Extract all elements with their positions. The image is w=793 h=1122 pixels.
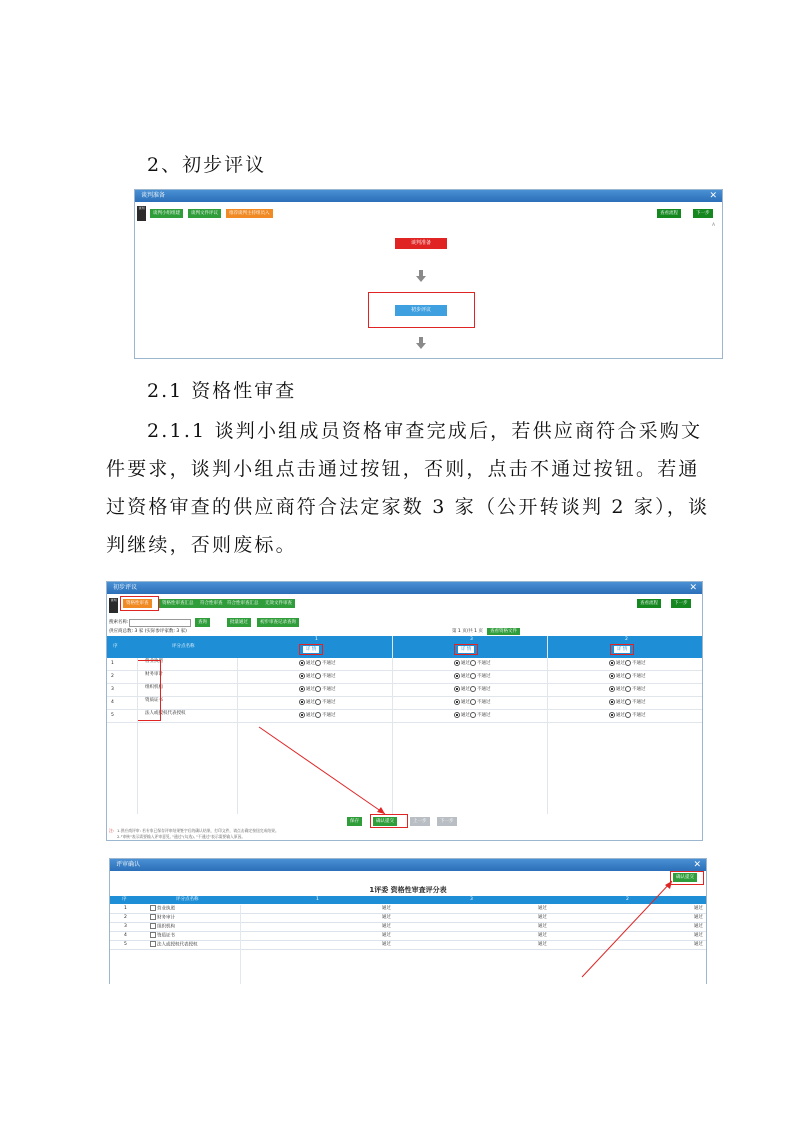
- flow-arrow-icon: [416, 337, 426, 349]
- result-cell: 通过: [694, 942, 703, 947]
- fail-radio[interactable]: 不通过: [625, 697, 646, 709]
- result-cell: 通过: [694, 933, 703, 938]
- note-label: 注:: [109, 828, 115, 833]
- table-row: [107, 710, 702, 723]
- score-table-title: 1评委 资格性审查评分表: [369, 886, 447, 894]
- row-index: 2: [124, 915, 127, 920]
- fail-radio[interactable]: 不通过: [625, 684, 646, 696]
- grid-line: [137, 658, 138, 814]
- window-titlebar: [110, 859, 706, 871]
- tab-recommend[interactable]: 推荐谈判主持组员入: [226, 209, 273, 218]
- result-cell: 通过: [382, 942, 391, 947]
- supplier-1-header: 1: [315, 637, 318, 642]
- pass-radio[interactable]: 通过: [609, 710, 625, 722]
- record-query-button[interactable]: 初步审查记录查询: [257, 618, 299, 627]
- pass-radio[interactable]: 通过: [299, 697, 315, 709]
- paragraph-line-2: 件要求，谈判小组点击通过按钮，否则，点击不通过按钮。若通: [106, 458, 700, 480]
- row-index: 4: [111, 700, 114, 705]
- pass-radio[interactable]: 通过: [299, 671, 315, 683]
- result-cell: 通过: [694, 924, 703, 929]
- page-info: 第 1 页/共 1 页: [452, 629, 483, 634]
- view-quali-files-button[interactable]: 查看资格文件: [487, 628, 520, 635]
- result-cell: 通过: [538, 933, 547, 938]
- supplier-count-info: 供应商总数: 3 家 (实际参评家数: 3 家): [109, 629, 187, 634]
- row-name: 营业执照: [145, 659, 163, 664]
- confirm-submit-button[interactable]: 确认提交: [373, 817, 397, 826]
- screenshot-negotiation-prep: [134, 189, 723, 359]
- result-cell: 通过: [538, 924, 547, 929]
- next-step-button[interactable]: 下一步: [693, 209, 713, 218]
- flow-arrow-icon: [416, 270, 426, 282]
- window-titlebar: [135, 190, 722, 202]
- note-line-1: 1.供应商评审: 若专家已保存评审结果签字后的确认结果，打印文件，请点击确定按钮完成结果。: [117, 828, 279, 833]
- screenshot-review-confirm: [109, 858, 707, 984]
- tab-qualification[interactable]: 资格性审查: [123, 599, 152, 608]
- close-icon[interactable]: ✕: [693, 860, 701, 870]
- result-cell: 通过: [694, 915, 703, 920]
- row-index: 2: [111, 674, 114, 679]
- paragraph-line-3: 过资格审查的供应商符合法定家数 3 家（公开转谈判 2 家），谈: [106, 496, 710, 518]
- row-name: 营业执照: [150, 905, 175, 914]
- grid-line: [240, 905, 241, 984]
- app-logo-icon: 谈判: [109, 598, 118, 613]
- paragraph-line-1: 2.1.1 谈判小组成员资格审查完成后，若供应商符合采购文: [147, 420, 703, 442]
- col-index-header: 序: [113, 644, 118, 649]
- row-index: 4: [124, 933, 127, 938]
- note-line-2: 2."审核"表示需要输入评审意见, "通过"(勾选), "不通过"表示需要输入原因。: [117, 834, 246, 839]
- search-label: 搜索名称:: [109, 620, 129, 625]
- row-index: 5: [111, 713, 114, 718]
- table-row: [107, 658, 702, 671]
- highlight-box: [137, 660, 161, 721]
- row-index: 3: [111, 687, 114, 692]
- close-icon[interactable]: ✕: [689, 583, 697, 593]
- batch-pass-button[interactable]: 批量通过: [227, 618, 251, 627]
- save-button[interactable]: 保存: [347, 817, 362, 826]
- col-index-header: 序: [122, 897, 127, 902]
- grid-line: [547, 636, 548, 814]
- result-cell: 通过: [538, 906, 547, 911]
- window-titlebar: [107, 582, 702, 594]
- supplier-3-header: 3: [470, 897, 473, 902]
- window-title: 评审确认: [116, 861, 141, 868]
- ad-mark: A: [712, 223, 716, 228]
- pass-radio[interactable]: 通过: [299, 684, 315, 696]
- pass-radio[interactable]: 通过: [454, 684, 470, 696]
- supplier-2-detail-button[interactable]: 详 情: [614, 646, 630, 653]
- pass-radio[interactable]: 通过: [454, 658, 470, 670]
- row-name: 财务审计: [145, 672, 163, 677]
- row-name: 资质证书: [150, 932, 175, 941]
- app-logo-icon: 谈判: [137, 206, 146, 221]
- tab-group-setup[interactable]: 谈判小组组建: [150, 209, 183, 218]
- confirm-submit-button[interactable]: 确认提交: [673, 873, 697, 882]
- result-cell: 通过: [538, 915, 547, 920]
- supplier-3-header: 3: [470, 637, 473, 642]
- row-name: 资质证书: [145, 698, 163, 703]
- table-row: [107, 671, 702, 684]
- pass-radio[interactable]: 通过: [454, 671, 470, 683]
- result-cell: 通过: [382, 933, 391, 938]
- row-index: 1: [111, 661, 114, 666]
- result-cell: 通过: [382, 924, 391, 929]
- window-title: 初步评议: [113, 584, 138, 591]
- pass-radio[interactable]: 通过: [609, 671, 625, 683]
- row-name: 财务审计: [150, 914, 175, 923]
- result-cell: 通过: [382, 915, 391, 920]
- fail-radio[interactable]: 不通过: [315, 684, 336, 696]
- next-step-bottom-button[interactable]: 下一步: [437, 817, 457, 826]
- tab-doc-review[interactable]: 谈判文件评议: [188, 209, 221, 218]
- fail-radio[interactable]: 不通过: [470, 684, 491, 696]
- pass-radio[interactable]: 通过: [609, 697, 625, 709]
- supplier-2-header: 2: [625, 637, 628, 642]
- next-step-button[interactable]: 下一步: [671, 599, 691, 608]
- fail-radio[interactable]: 不通过: [315, 710, 336, 722]
- fail-radio[interactable]: 不通过: [470, 658, 491, 670]
- fail-radio[interactable]: 不通过: [315, 671, 336, 683]
- grid-line: [237, 658, 238, 814]
- tab-invalid-docs[interactable]: 无效文件审查: [262, 599, 295, 608]
- result-cell: 通过: [694, 906, 703, 911]
- supplier-3-detail-button[interactable]: 详 情: [458, 646, 474, 653]
- tab-compliance[interactable]: 符合性审查: [197, 599, 226, 608]
- table-row: [107, 697, 702, 710]
- flow-step-prep[interactable]: 谈判准备: [395, 238, 447, 249]
- result-cell: 通过: [538, 942, 547, 947]
- tab-qualification-summary[interactable]: 资格性审查汇总: [159, 599, 197, 608]
- pass-radio[interactable]: 通过: [454, 697, 470, 709]
- row-index: 3: [124, 924, 127, 929]
- fail-radio[interactable]: 不通过: [470, 697, 491, 709]
- supplier-1-detail-button[interactable]: 详 情: [303, 646, 319, 653]
- table-row: [107, 684, 702, 697]
- col-name-header: 评分点名称: [176, 897, 199, 902]
- pass-radio[interactable]: 通过: [299, 710, 315, 722]
- paragraph-line-4: 判继续，否则废标。: [106, 534, 297, 556]
- close-icon[interactable]: ✕: [709, 191, 717, 201]
- fail-radio[interactable]: 不通过: [315, 658, 336, 670]
- view-flow-button[interactable]: 查看流程: [657, 209, 681, 218]
- result-cell: 通过: [382, 906, 391, 911]
- col-name-header: 评分点名称: [172, 644, 195, 649]
- pass-radio[interactable]: 通过: [454, 710, 470, 722]
- fail-radio[interactable]: 不通过: [470, 671, 491, 683]
- flow-step-initial-review[interactable]: 初步评议: [395, 305, 447, 316]
- supplier-2-header: 2: [626, 897, 629, 902]
- query-button[interactable]: 查询: [195, 618, 210, 627]
- row-name: 组织机构: [145, 685, 163, 690]
- annotation-arrow-icon: [580, 879, 680, 979]
- search-input[interactable]: [129, 619, 191, 627]
- prev-step-button[interactable]: 上一步: [410, 817, 430, 826]
- pass-radio[interactable]: 通过: [299, 658, 315, 670]
- section-heading-2: 2、初步评议: [147, 154, 267, 176]
- row-name: 法人或授权代表授权: [145, 711, 186, 716]
- tab-compliance-summary[interactable]: 符合性审查汇总: [224, 599, 262, 608]
- fail-radio[interactable]: 不通过: [470, 710, 491, 722]
- window-title: 谈判准备: [141, 192, 166, 199]
- view-flow-button[interactable]: 查看流程: [637, 599, 661, 608]
- supplier-1-header: 1: [316, 897, 319, 902]
- section-heading-2-1: 2.1 资格性审查: [147, 380, 297, 402]
- annotation-arrow-icon: [257, 722, 397, 822]
- fail-radio[interactable]: 不通过: [625, 671, 646, 683]
- pass-radio[interactable]: 通过: [609, 658, 625, 670]
- row-index: 1: [124, 906, 127, 911]
- screenshot-initial-review: [106, 581, 703, 841]
- pass-radio[interactable]: 通过: [609, 684, 625, 696]
- fail-radio[interactable]: 不通过: [315, 697, 336, 709]
- row-name: 法人或授权代表授权: [150, 941, 198, 950]
- fail-radio[interactable]: 不通过: [625, 710, 646, 722]
- row-name: 组织机构: [150, 923, 175, 932]
- row-index: 5: [124, 942, 127, 947]
- fail-radio[interactable]: 不通过: [625, 658, 646, 670]
